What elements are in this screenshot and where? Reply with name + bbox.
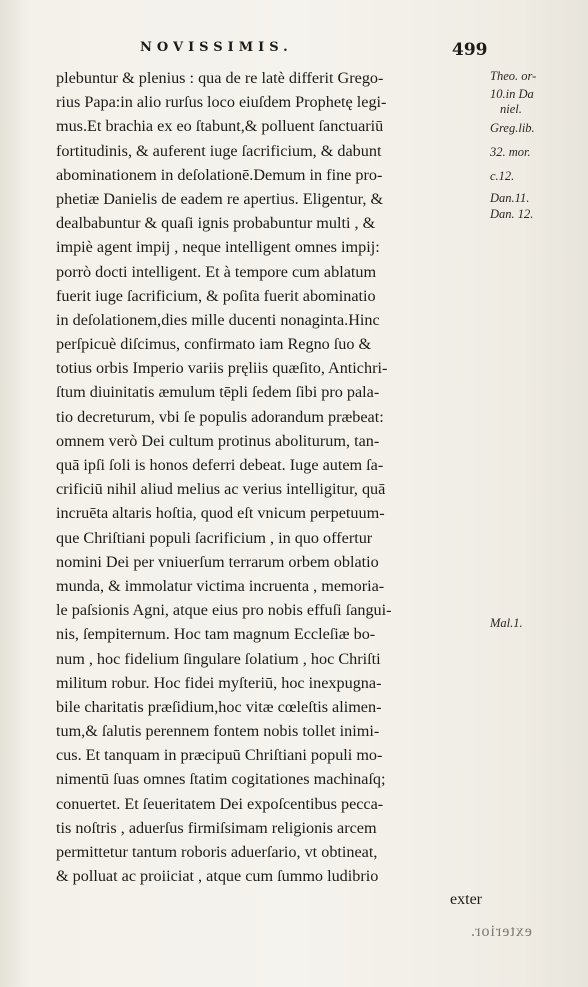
text-line: mus.Et brachia ex eo ſtabunt,& polluent ſanctuariū	[56, 117, 384, 136]
text-line: fortitudinis, & auferent iuge ſacrificium, & dabunt	[56, 141, 382, 160]
text-line: dealbabuntur & quaſi ignis probabuntur multi , &	[56, 214, 376, 233]
margin-note-niel: niel.	[500, 102, 522, 116]
page-number: 499	[452, 40, 488, 60]
text-line: tis noſtris , aduerſus firmiſsimam religionis arcem	[56, 818, 377, 837]
margin-note-dan-11: Dan.11.	[490, 191, 530, 205]
margin-note-moralia: 32. mor.	[490, 145, 531, 159]
margin-note-theodoret: Theo. or-	[490, 69, 537, 83]
text-line: perſpicuè diſcimus, confirmato iam Regno ſuo &	[56, 335, 372, 354]
text-line: conuertet. Et ſeueritatem Dei expoſcentibus pecca-	[56, 794, 384, 813]
text-line: abominationem in deſolationē.Demum in fine pro-	[56, 165, 383, 184]
catchword: exter	[450, 891, 482, 909]
margin-note-in-daniel: 10.in Da	[490, 87, 534, 101]
margin-note-gregory: Greg.lib.	[490, 121, 535, 135]
text-line: permittetur tantum roboris aduerſario, vt obtineat,	[56, 843, 378, 861]
show-through-text: exterior.	[470, 923, 532, 940]
text-line: & polluat ac proiiciat , atque cum ſummo ludibrio	[56, 867, 379, 886]
text-line: bile charitatis præſidium,hoc vitæ cœleſtis alimen-	[56, 697, 382, 716]
text-line: nimentū ſuas omnes ſtatim cogitationes machinaſq;	[56, 770, 386, 789]
text-line: quā ipſi ſoli is honos deferri debeat. Iuge autem ſa-	[56, 456, 384, 474]
text-line: incruēta altaris hoſtia, quod eſt vnicum perpetuum-	[56, 504, 385, 523]
text-line: le paſsionis Agni, atque eius pro nobis effuſi ſangui-	[56, 601, 392, 620]
text-line: porrò docti intelligent. Et à tempore cum ablatum	[56, 262, 377, 281]
text-line: crificiū nihil aliud melius ac verius intelligitur, quā	[56, 480, 386, 499]
text-line: munda, & immolatur victima incruenta , memoria-	[56, 576, 385, 595]
text-line: ſtum diuinitatis æmulum tēpli ſedem ſibi pro pala-	[56, 383, 380, 402]
text-line: impiè agent impij , neque intelligent omnes impij:	[56, 238, 380, 257]
text-line: rius Papa:in alio rurſus loco eiuſdem Prophetę legi-	[56, 93, 387, 112]
margin-note-dan-12: Dan. 12.	[490, 207, 534, 221]
body-text	[56, 66, 486, 912]
text-line: plebuntur & plenius : qua de re latè differit Grego-	[56, 69, 384, 87]
text-line: que Chriſtiani populi ſacrificium , in quo offertur	[56, 528, 373, 547]
text-line: totius orbis Imperio variis pręliis quæſito, Antichri-	[56, 359, 388, 378]
text-line: nomini Dei per vniuerſum terrarum orbem oblatio	[56, 552, 379, 571]
text-line: tio decreturum, vbi ſe populis adorandum præbeat:	[56, 407, 384, 426]
text-line: phetiæ Danielis de eadem re apertius. Eligentur, &	[56, 189, 384, 208]
text-line: num , hoc fidelium ſingulare ſolatium , hoc Chriſti	[56, 649, 381, 668]
text-line: fuerit iuge ſacrificium, & poſita fuerit abominatio	[56, 286, 376, 305]
running-head: NOVISSIMIS.	[140, 40, 293, 55]
text-line: nis, ſempiternum. Hoc tam magnum Eccleſiæ bo-	[56, 625, 376, 644]
text-line: tum,& ſalutis perennem fontem nobis tollet inimi-	[56, 722, 380, 741]
text-line: in deſolationem,dies mille ducenti nonaginta.Hinc	[56, 310, 380, 329]
margin-note-malachi: Mal.1.	[490, 616, 523, 630]
text-line: omnem verò Dei cultum protinus aboliturum, tan-	[56, 431, 380, 450]
text-line: militum robur. Hoc fidei myſteriū, hoc inexpugna-	[56, 673, 382, 692]
margin-note-chapter: c.12.	[490, 169, 515, 183]
text-line: cus. Et tanquam in præcipuū Chriſtiani populi mo-	[56, 746, 383, 765]
